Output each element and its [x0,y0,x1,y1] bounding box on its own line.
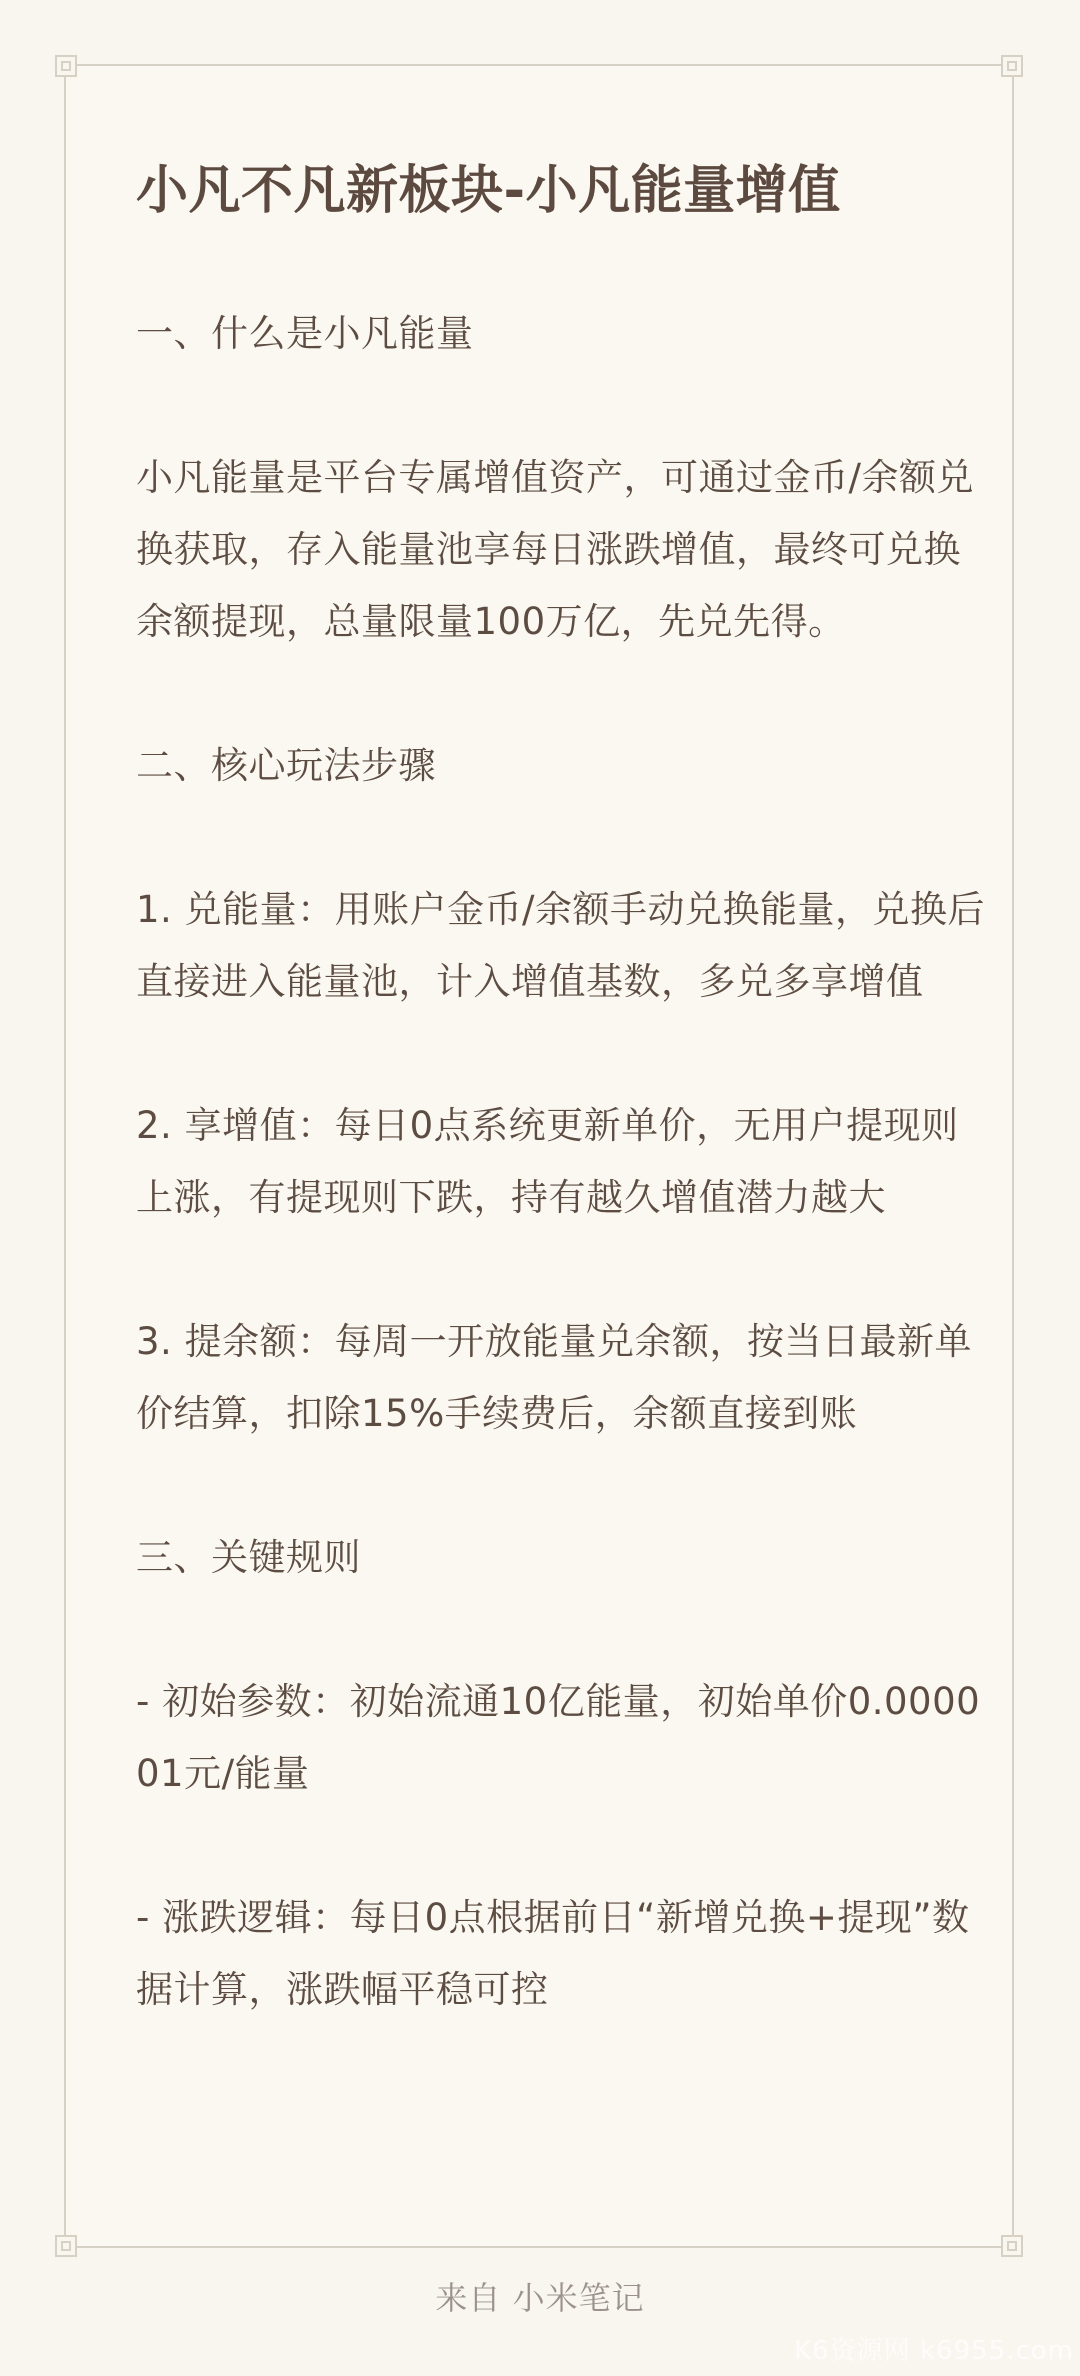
paragraph-step-3: 3. 提余额：每周一开放能量兑余额，按当日最新单价结算，扣除15%手续费后，余额直接到账 [136,1320,973,1435]
section-heading-core-steps: 二、核心玩法步骤 [136,744,436,787]
corner-ornament-bottom-right [1001,2235,1023,2257]
corner-ornament-top-left [55,55,77,77]
paragraph-rule-fluctuation: - 涨跌逻辑：每日0点根据前日“新增兑换+提现”数据计算，涨跌幅平稳可控 [136,1896,970,2011]
note-card [64,64,1014,2248]
section-heading-key-rules: 三、关键规则 [136,1536,361,1579]
section-heading-what-is: 一、什么是小凡能量 [136,312,474,355]
paragraph-rule-initial: - 初始参数：初始流通10亿能量，初始单价0.000001元/能量 [136,1680,981,1795]
note-content [136,156,986,2026]
corner-ornament-bottom-left [55,2235,77,2257]
corner-ornament-top-right [1001,55,1023,77]
paragraph-step-2: 2. 享增值：每日0点系统更新单价，无用户提现则上涨，有提现则下跌，持有越久增值潜力越大 [136,1104,959,1219]
watermark-text: K6资源网 k6955.com [794,2336,1074,2366]
source-footer: 来自 小米笔记 [435,2279,645,2317]
paragraph-step-1: 1. 兑能量：用账户金币/余额手动兑换能量，兑换后直接进入能量池，计入增值基数，多兑多享增值 [136,888,986,1003]
paragraph-definition: 小凡能量是平台专属增值资产，可通过金币/余额兑换获取，存入能量池享每日涨跌增值，最终可兑换余额提现，总量限量100万亿，先兑先得。 [136,456,974,643]
note-title: 小凡不凡新板块-小凡能量增值 [136,161,841,221]
